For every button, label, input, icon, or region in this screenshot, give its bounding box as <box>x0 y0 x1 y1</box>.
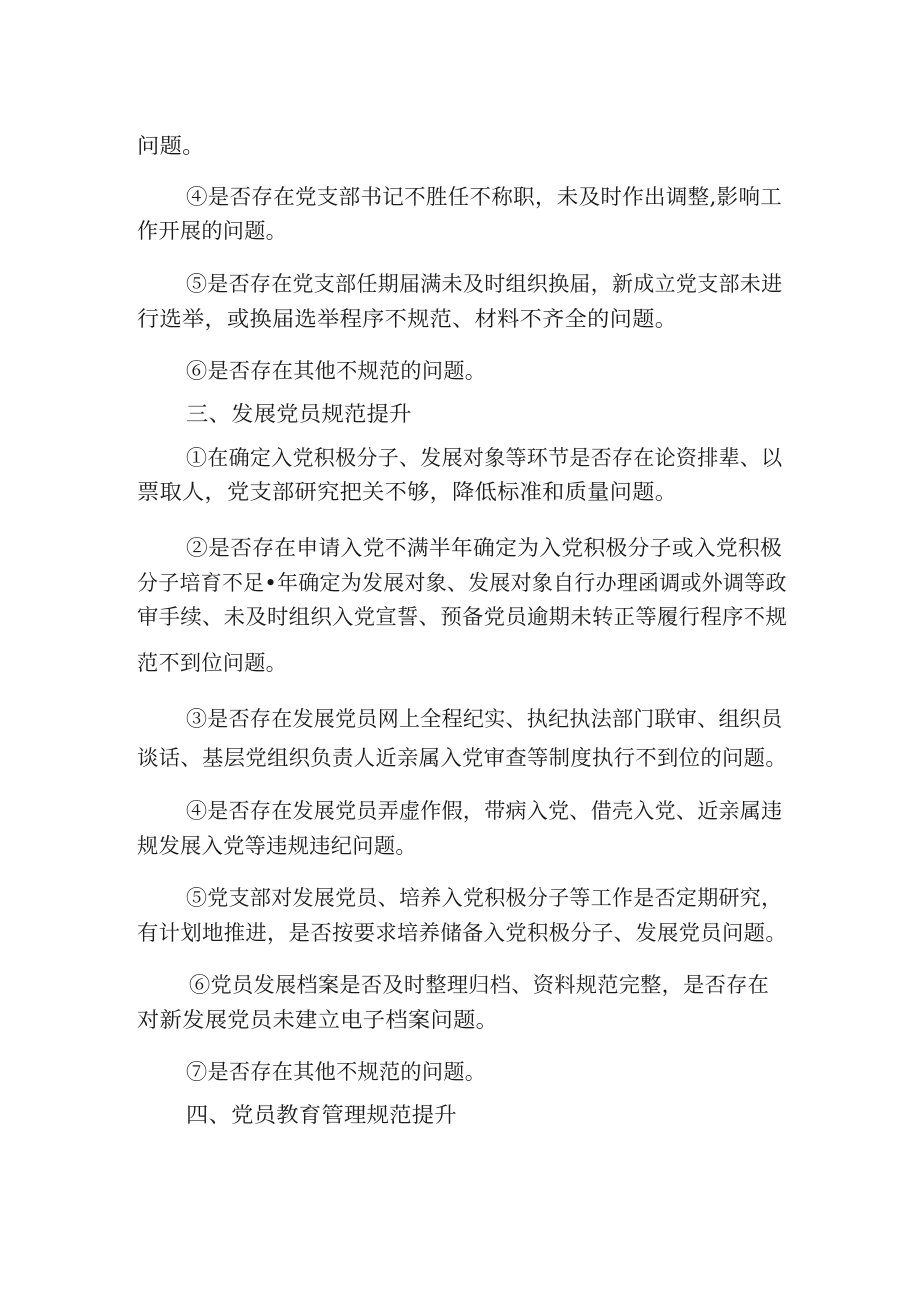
text-line: 审手续、未及时组织入党宣誓、预备党员逾期未转正等履行程序不规 <box>137 605 787 629</box>
text-line: ⑤党支部对发展党员、培养入党积极分子等工作是否定期研究， <box>186 886 783 910</box>
text-line: 作开展的问题。 <box>137 219 288 243</box>
text-line: ④是否存在党支部书记不胜任不称职，未及时作出调整,影响工 <box>186 185 783 209</box>
text-line: 谈话、基层党组织负责人近亲属入党审查等制度执行不到位的问题。 <box>137 746 787 770</box>
text-line: ①在确定入党积极分子、发展对象等环节是否存在论资排辈、以 <box>186 446 783 470</box>
text-line: 票取人，党支部研究把关不够，降低标准和质量问题。 <box>137 480 678 504</box>
text-line: 行选举，或换届选举程序不规范、材料不齐全的问题。 <box>137 307 678 331</box>
text-line: 对新发展党员未建立电子档案问题。 <box>137 1008 499 1032</box>
text-line: ⑥党员发展档案是否及时整理归档、资料规范完整，是否存在 <box>189 973 770 997</box>
text-line: 规发展入党等违规违纪问题。 <box>137 834 417 858</box>
text-line: ③是否存在发展党员网上全程纪实、执纪执法部门联审、组织员 <box>186 707 783 731</box>
text-line: 问题。 <box>137 134 205 158</box>
text-line: 有计划地推进，是否按要求培养储备入党积极分子、发展党员问题。 <box>137 921 787 945</box>
text-line: 分子培育不足•年确定为发展对象、发展对象自行办理函调或外调等政 <box>137 571 787 595</box>
section-heading: 三、发展党员规范提升 <box>186 402 412 426</box>
text-line: ④是否存在发展党员弄虚作假，带病入党、借壳入党、近亲属违 <box>186 799 783 823</box>
text-line: ⑥是否存在其他不规范的问题。 <box>186 359 487 383</box>
text-line: 范不到位问题。 <box>137 651 288 675</box>
text-line: ⑤是否存在党支部任期届满未及时组织换届，新成立党支部未进 <box>186 272 783 296</box>
section-heading: 四、党员教育管理规范提升 <box>186 1103 457 1127</box>
text-line: ②是否存在申请入党不满半年确定为入党积极分子或入党积极 <box>186 536 783 560</box>
text-line: ⑦是否存在其他不规范的问题。 <box>186 1060 487 1084</box>
